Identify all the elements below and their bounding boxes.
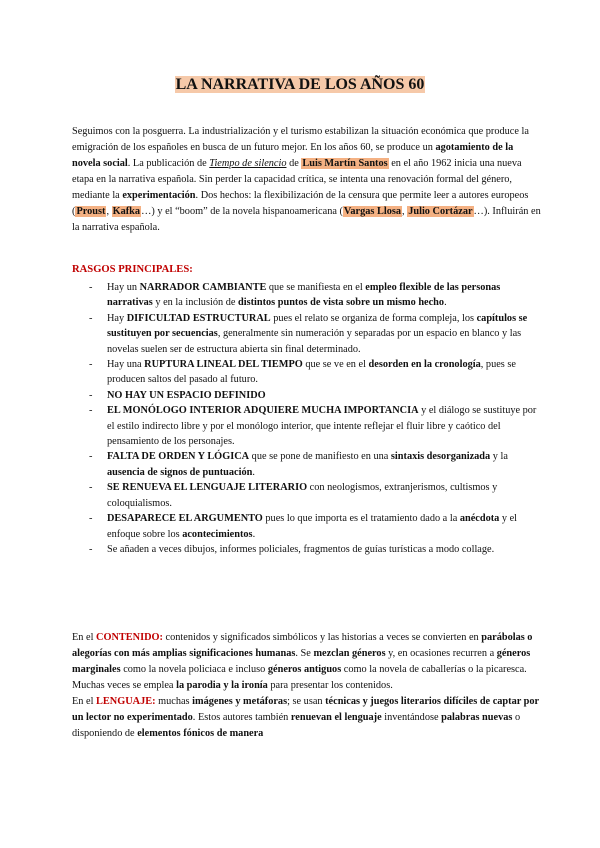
para-text: para presentar los contenidos.: [267, 680, 393, 691]
item-text: Hay un: [107, 282, 140, 293]
para-bold: palabras nuevas: [441, 712, 513, 723]
list-item: [72, 449, 542, 480]
bullet-dash: -: [89, 451, 93, 463]
list-item: [72, 480, 542, 511]
intro-text: ,: [402, 206, 408, 217]
item-text: pues el relato se organiza de forma compleja, los: [270, 312, 477, 324]
item-text: que se manifiesta en el: [266, 282, 366, 293]
para-text: como la novela policiaca e incluso: [120, 664, 268, 675]
item-bold: sintaxis desorganizada: [390, 451, 491, 463]
list-item: [72, 403, 542, 449]
highlight-author: Kafka: [112, 206, 141, 217]
intro-text: en el año 1962 inicia una nueva etapa en la narrativa española. Sin perder la capacidad crítica, se intenta una renovación formal del género, mediante la: [72, 158, 522, 201]
item-bold: NO HAY UN ESPACIO DEFINIDO: [107, 389, 266, 401]
rasgos-list: [72, 280, 542, 557]
intro-text: de: [286, 158, 302, 169]
intro-text: ,: [106, 206, 112, 217]
item-text: .: [252, 466, 255, 478]
item-text: .: [444, 297, 447, 309]
intro-bold: experimentación: [122, 190, 196, 201]
item-text: , generalmente sin numeración y separadas por un espacio en blanco y las novelas suelen ser de estructura abierta sin final determinado.: [107, 328, 522, 355]
item-text: , pues se producen saltos del pasado al futuro.: [107, 359, 516, 386]
para-text: ; se usan: [287, 696, 326, 707]
para-bold: parábolas o alegorías con más amplias significaciones humanas: [72, 632, 533, 659]
list-item: [72, 388, 542, 403]
intro-text: Seguimos con la posguerra. La industrialización y el turismo estabilizan la situación económica que produce la emigración de los españoles en busca de un futuro mejor. En los años 60, se produce un: [72, 126, 529, 153]
item-bold: distintos puntos de vista sobre un mismo hecho: [237, 297, 445, 309]
para-text: contenidos y significados simbólicos y las historias a veces se convierten en: [162, 632, 482, 643]
item-text: .: [252, 528, 256, 540]
intro-text: . La publicación de: [127, 158, 210, 169]
item-bold: anécdota: [459, 513, 500, 525]
item-bold: DIFICULTAD ESTRUCTURAL: [126, 312, 271, 324]
page-title: [0, 76, 600, 94]
para-bold: la parodia y la ironía: [176, 680, 268, 691]
item-text: pues lo que importa es el tratamiento dado a la: [262, 513, 460, 525]
bullet-dash: -: [89, 543, 93, 555]
bullet-dash: -: [89, 312, 93, 324]
item-bold: ausencia de signos de puntuación: [107, 466, 253, 478]
bullet-dash: -: [89, 359, 93, 371]
para-text: . Se: [295, 648, 314, 659]
item-bold: FALTA DE ORDEN Y LÓGICA: [107, 451, 250, 463]
title-text: LA NARRATIVA DE LOS AÑOS 60: [175, 76, 425, 93]
item-bold: NARRADOR CAMBIANTE: [139, 282, 267, 293]
list-item: [72, 542, 542, 557]
item-text: y el diálogo se sustituye por el estilo indirecto libre y por el monólogo interior, que intente reflejar el fluir libre y caótico del pensamiento de los personajes.: [107, 405, 537, 448]
para-bold: renuevan el lenguaje: [290, 712, 382, 723]
item-text: y la: [490, 451, 508, 463]
contenido-label: CONTENIDO:: [96, 632, 163, 643]
para-bold: mezclan géneros: [313, 648, 386, 659]
para-text: En el: [72, 696, 97, 707]
intro-bold: agotamiento de la novela social: [72, 142, 514, 169]
intro-text: …) y el “boom” de la novela hispanoamericana (: [141, 206, 343, 217]
book-title: Tiempo de silencio: [209, 158, 287, 169]
para-text: como la novela de caballerías o la picaresca. Muchas veces se emplea: [72, 664, 527, 691]
para-text: o disponiendo de: [72, 712, 521, 739]
list-item: [72, 280, 542, 311]
bullet-dash: -: [89, 513, 93, 525]
item-bold: DESAPARECE EL ARGUMENTO: [107, 513, 263, 525]
intro-paragraph: [72, 124, 542, 236]
bullet-dash: -: [89, 389, 93, 401]
para-text: En el: [72, 632, 97, 643]
item-bold: SE RENUEVA EL LENGUAJE LITERARIO: [107, 482, 308, 494]
item-text: Se añaden a veces dibujos, informes policiales, fragmentos de guías turísticas a modo collage.: [107, 543, 495, 555]
item-bold: acontecimientos: [182, 528, 253, 540]
highlight-author: Luis Martín Santos: [302, 158, 388, 169]
item-bold: capítulos se sustituyen por secuencias: [107, 312, 528, 340]
para-bold: elementos fónicos de manera: [137, 728, 264, 739]
para-bold: géneros antiguos: [267, 664, 342, 675]
item-text: con neologismos, extranjerismos, cultismos y coloquialismos.: [107, 482, 498, 509]
highlight-author: Julio Cortázar: [408, 206, 473, 217]
para-text: inventándose: [381, 712, 442, 723]
para-text: muchas: [155, 696, 193, 707]
item-bold: desorden en la cronología: [368, 359, 481, 371]
item-text: y el enfoque sobre los: [107, 513, 518, 540]
item-text: Hay una: [107, 359, 145, 371]
intro-text: . Dos hechos: la flexibilización de la censura que permite leer a autores europeos (: [72, 190, 529, 217]
highlight-author: Vargas Llosa: [343, 206, 402, 217]
para-bold: técnicas y juegos literarios difíciles de captar por un lector no experimentado: [72, 696, 539, 723]
para-bold: géneros marginales: [72, 648, 531, 675]
item-text: Hay: [107, 312, 127, 324]
contenido-paragraph: [72, 630, 542, 742]
item-text: que se ve en el: [302, 359, 369, 371]
lenguaje-label: LENGUAJE:: [96, 696, 156, 707]
bullet-dash: -: [89, 482, 93, 494]
para-text: . Estos autores también: [192, 712, 291, 723]
list-item: [72, 357, 542, 388]
item-text: y en la inclusión de: [152, 297, 238, 309]
section-heading-rasgos: RASGOS PRINCIPALES:: [72, 264, 193, 275]
item-bold: EL MONÓLOGO INTERIOR ADQUIERE MUCHA IMPORTANCIA: [107, 405, 419, 417]
item-bold: RUPTURA LINEAL DEL TIEMPO: [144, 359, 303, 371]
item-bold: empleo flexible de las personas narrativas: [107, 282, 501, 309]
intro-text: …). Influirán en la narrativa española.: [72, 206, 541, 233]
item-text: que se pone de manifiesto en una: [249, 451, 391, 463]
para-bold: imágenes y metáforas: [192, 696, 288, 707]
list-item: [72, 511, 542, 542]
bullet-dash: -: [89, 405, 93, 417]
list-item: [72, 311, 542, 357]
para-text: y, en ocasiones recurren a: [385, 648, 497, 659]
bullet-dash: -: [89, 282, 93, 293]
highlight-author: Proust: [76, 206, 106, 217]
